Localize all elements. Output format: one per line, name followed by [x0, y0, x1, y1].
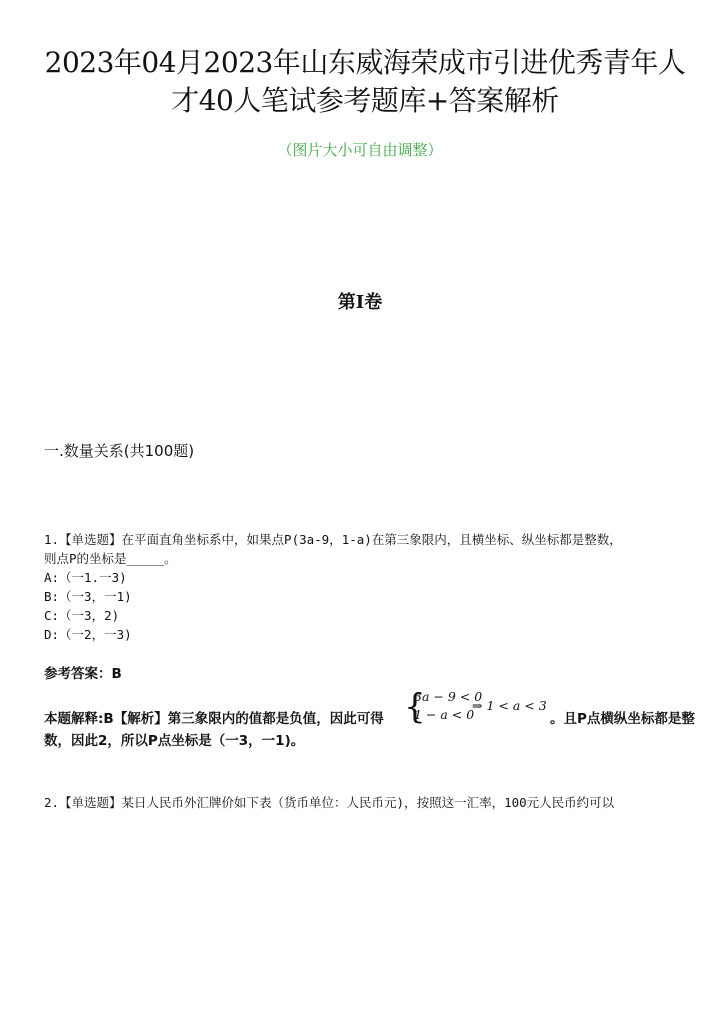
section-heading: 一.数量关系(共100题)	[44, 442, 195, 460]
document-title	[20, 44, 710, 120]
question-1-explanation	[44, 686, 706, 752]
option-d: D:（一2，一3)	[44, 627, 132, 642]
formula-line-1: 3a − 9 < 0	[414, 689, 483, 704]
explanation-line-2: 数，因此2，所以P点坐标是（一3，一1)。	[44, 733, 305, 749]
brace-icon: {	[404, 687, 426, 727]
title-line-1: 2023年04月2023年山东威海荣成市引进优秀青年人	[44, 46, 686, 79]
question-1	[44, 530, 706, 644]
question-2-stem-line-1: 2.【单选题】某日人民币外汇牌价如下表（货币单位：人民币元)，按照这一汇率，100元人民币约可以	[44, 795, 615, 810]
question-2	[44, 793, 706, 812]
subtitle-note: （图片大小可自由调整）	[277, 141, 443, 159]
question-1-answer: 参考答案：B	[44, 666, 122, 682]
option-a: A:（一1.一3)	[44, 570, 127, 585]
formula-line-2: 1 − a < 0	[414, 707, 475, 722]
question-1-stem-line-1: 1.【单选题】在平面直角坐标系中，如果点P(3a-9，1-a)在第三象限内，且横坐标、纵坐标都是整数，	[44, 532, 622, 547]
option-b: B:（一3，一1)	[44, 589, 132, 604]
title-line-2: 才40人笔试参考题库+答案解析	[171, 84, 559, 117]
option-c: C:（一3，2)	[44, 608, 120, 623]
formula-result: ⇒ 1 < a < 3	[472, 698, 547, 713]
explanation-lead: 本题解释:B【解析】第三象限内的值都是负值，因此可得	[44, 711, 384, 727]
question-1-stem-line-2: 则点P的坐标是_____。	[44, 551, 177, 566]
explanation-tail: 。且P点横纵坐标都是整	[550, 711, 695, 727]
volume-heading: 第I卷	[337, 292, 383, 313]
